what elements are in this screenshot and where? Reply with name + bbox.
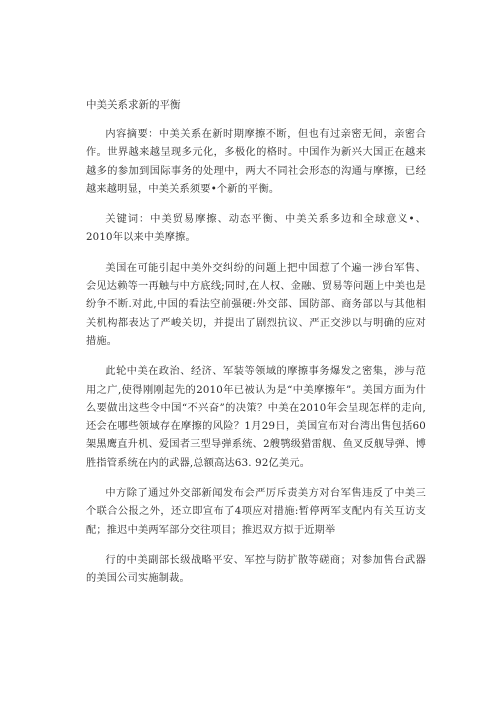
document-title: 中美关系求新的平衡 [86,99,181,111]
keywords-paragraph: 关键词：中美贸易摩擦、动态平衡、中美关系多边和全球意义•、2010年以来中美摩擦。 [86,214,426,244]
abstract-paragraph: 内容摘要：中美关系在新时期摩擦不断，但也有过亲密无间，亲密合作。世界越来越呈现多元化，多极化的格时。中国作为新兴大国正在越来越多的参加到国际事务的处理中，两大不同社会形态的沟通与摩擦，已经越来越明显，中美关系须要•个新的平衡。 [86,129,426,195]
document-body [86,96,426,601]
body-paragraph-4: 行的中美副部长级战略平安、军控与防扩散等磋商；对参加售台武器的美国公司实施制裁。 [86,554,426,585]
body-paragraph-3: 中方除了通过外交部新闻发布会严厉斥责美方对台军售违反了中美三个联合公报之外，还立即宣布了4项应对措施:暂停两军支配内有关互访支配；推迟中美两军部分交往项目；推迟双方拟于近期举 [86,488,426,536]
body-paragraph-2: 此轮中美在政治、经济、军装等领域的摩擦事务爆发之密集，涉与范用之广,使得刚刚起先的2010年已被认为是“中美摩擦年”。美国方面为什么要做出这些令中国“不兴奋”的决策？中美在2010年会呈现怎样的走向,还会在哪些领域存在摩擦的风险？1月29日，美国宣布对台湾出售包括60架黑鹰直升机、爱国者三型导弹系统、2艘鹗级猎雷舰、鱼叉反舰导弹、博胜指管系统在内的武器,总额高达63. 92亿美元。 [86,366,426,469]
body-paragraph-1: 美国在可能引起中美外交纠纷的问题上把中国惹了个遍一涉台军售、会见达赖等一再触与中方底线;同时,在人权、金融、贸易等问题上中美也是纷争不断.对此,中国的看法空前强硬:外交部、国防部、商务部以与其他相关机构都表达了严峻关切，并提出了剧烈抗议、严正交涉以与明确的应对措施。 [86,262,426,347]
